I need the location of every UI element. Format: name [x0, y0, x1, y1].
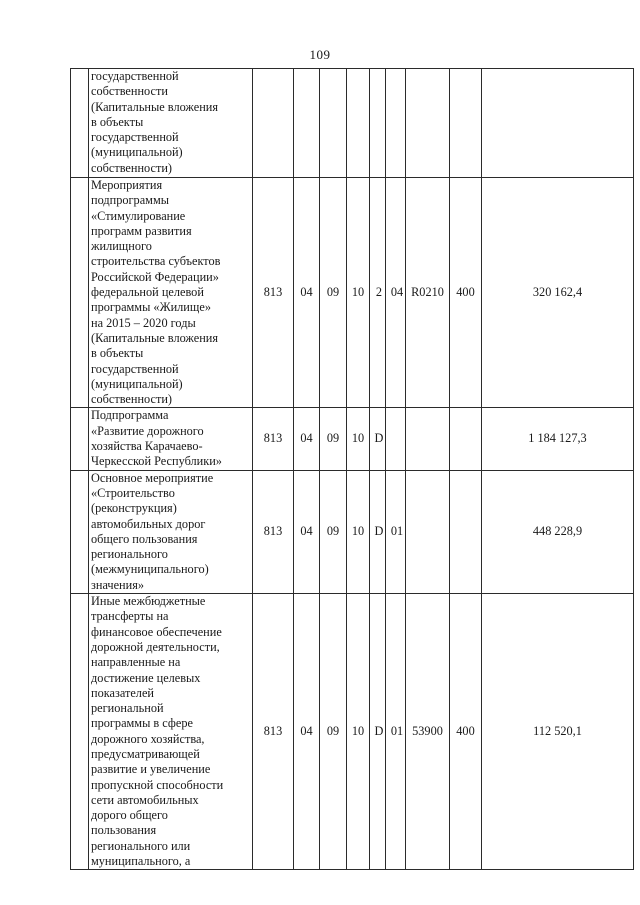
item-name-line: автомобильных дорог	[91, 516, 206, 531]
table-row	[71, 594, 634, 870]
amount-cell: 448 228,9	[482, 470, 634, 593]
program-cell	[347, 69, 370, 178]
item-name-line: государственной	[91, 69, 179, 83]
amount-cell	[482, 69, 634, 178]
item-name-line: (Капитальные вложения	[91, 99, 219, 114]
subsection-cell: 09	[320, 470, 347, 593]
subprogram-cell	[370, 69, 386, 178]
item-name-line: в объекты	[91, 114, 144, 129]
expense-type-cell	[450, 408, 482, 470]
item-name-line: финансовое обеспечение	[91, 624, 222, 639]
item-name-line: дорого общего	[91, 808, 168, 823]
item-name-line: пропускной способности	[91, 777, 224, 792]
item-name-line: Мероприятия	[91, 178, 163, 192]
item-name-line: регионального	[91, 547, 168, 562]
amount-cell: 320 162,4	[482, 178, 634, 408]
item-name-line: общего пользования	[91, 531, 198, 546]
table-body	[71, 69, 634, 870]
section-cell	[294, 69, 320, 178]
row-number-cell	[71, 178, 89, 408]
subprogram-cell: D	[370, 408, 386, 470]
expense-type-cell	[450, 470, 482, 593]
item-name-line: федеральной целевой	[91, 285, 204, 300]
row-number-cell	[71, 470, 89, 593]
page-number: 109	[309, 47, 331, 62]
subprogram-cell: D	[370, 470, 386, 593]
direction-cell: 53900	[406, 594, 450, 870]
item-name-line: сети автомобильных	[91, 792, 199, 807]
item-name-line: «Строительство	[91, 485, 175, 500]
item-name-cell	[89, 470, 253, 593]
item-name-line: пользования	[91, 823, 157, 838]
item-name-line: программы в сфере	[91, 716, 193, 731]
subsection-cell: 09	[320, 178, 347, 408]
activity-cell: 04	[386, 178, 406, 408]
direction-cell	[406, 408, 450, 470]
program-cell: 10	[347, 470, 370, 593]
amount-cell: 112 520,1	[482, 594, 634, 870]
section-cell: 04	[294, 470, 320, 593]
row-number-cell	[71, 69, 89, 178]
item-name-line: муниципального, а	[91, 854, 191, 869]
table-row	[71, 178, 634, 408]
row-number-cell	[71, 594, 89, 870]
program-cell: 10	[347, 178, 370, 408]
item-name-line: трансферты на	[91, 609, 169, 624]
item-name-line: достижение целевых	[91, 670, 201, 685]
direction-cell: R0210	[406, 178, 450, 408]
item-name-cell	[89, 408, 253, 470]
item-name-cell	[89, 69, 253, 178]
item-name-line: значения»	[91, 577, 145, 592]
section-cell: 04	[294, 178, 320, 408]
item-name-line: регионального или	[91, 838, 191, 853]
item-name-line: хозяйства Карачаево-	[91, 439, 203, 454]
section-cell: 04	[294, 594, 320, 870]
expense-type-cell: 400	[450, 594, 482, 870]
item-name-line: государственной	[91, 361, 179, 376]
ministry-cell: 813	[253, 470, 294, 593]
item-name-line: программ развития	[91, 223, 192, 238]
budget-table	[70, 68, 634, 870]
subsection-cell	[320, 69, 347, 178]
item-name-line: дорожной деятельности,	[91, 639, 220, 654]
ministry-cell: 813	[253, 178, 294, 408]
item-name-line: (реконструкция)	[91, 501, 177, 516]
section-cell: 04	[294, 408, 320, 470]
activity-cell: 01	[386, 470, 406, 593]
direction-cell	[406, 69, 450, 178]
item-name-line: Черкесской Республики»	[91, 454, 222, 469]
subsection-cell: 09	[320, 594, 347, 870]
item-name-line: дорожного хозяйства,	[91, 731, 205, 746]
row-number-cell	[71, 408, 89, 470]
subsection-cell: 09	[320, 408, 347, 470]
item-name-line: на 2015 – 2020 годы	[91, 315, 196, 330]
program-cell: 10	[347, 408, 370, 470]
item-name-line: (межмуниципального)	[91, 562, 209, 577]
item-name-line: «Стимулирование	[91, 208, 186, 223]
subprogram-cell: D	[370, 594, 386, 870]
item-name-line: «Развитие дорожного	[91, 423, 204, 438]
item-name-line: жилищного	[91, 239, 152, 254]
table-row	[71, 470, 634, 593]
item-name-line: государственной	[91, 130, 179, 145]
subprogram-cell: 2	[370, 178, 386, 408]
expense-type-cell: 400	[450, 178, 482, 408]
program-cell: 10	[347, 594, 370, 870]
ministry-cell: 813	[253, 408, 294, 470]
item-name-line: Российской Федерации»	[91, 269, 219, 284]
item-name-line: региональной	[91, 701, 164, 716]
ministry-cell	[253, 69, 294, 178]
activity-cell: 01	[386, 594, 406, 870]
table-row	[71, 408, 634, 470]
item-name-line: подпрограммы	[91, 193, 169, 208]
direction-cell	[406, 470, 450, 593]
activity-cell	[386, 408, 406, 470]
item-name-line: программы «Жилище»	[91, 300, 211, 315]
item-name-line: Подпрограмма	[91, 408, 169, 423]
activity-cell	[386, 69, 406, 178]
table-row	[71, 69, 634, 178]
item-name-cell	[89, 178, 253, 408]
item-name-line: в объекты	[91, 346, 144, 361]
expense-type-cell	[450, 69, 482, 178]
ministry-cell: 813	[253, 594, 294, 870]
item-name-line: направленные на	[91, 655, 181, 670]
item-name-line: показателей	[91, 685, 154, 700]
item-name-line: Иные межбюджетные	[91, 594, 206, 609]
item-name-cell	[89, 594, 253, 870]
amount-cell: 1 184 127,3	[482, 408, 634, 470]
item-name-line: собственности	[91, 84, 168, 99]
item-name-line: собственности)	[91, 160, 173, 175]
item-name-line: развитие и увеличение	[91, 762, 211, 777]
item-name-line: Основное мероприятие	[91, 470, 214, 485]
item-name-line: (Капитальные вложения	[91, 330, 219, 345]
item-name-line: (муниципальной)	[91, 376, 183, 391]
item-name-line: (муниципальной)	[91, 145, 183, 160]
item-name-line: предусматривающей	[91, 746, 200, 761]
item-name-line: собственности)	[91, 392, 173, 407]
item-name-line: строительства субъектов	[91, 254, 221, 269]
